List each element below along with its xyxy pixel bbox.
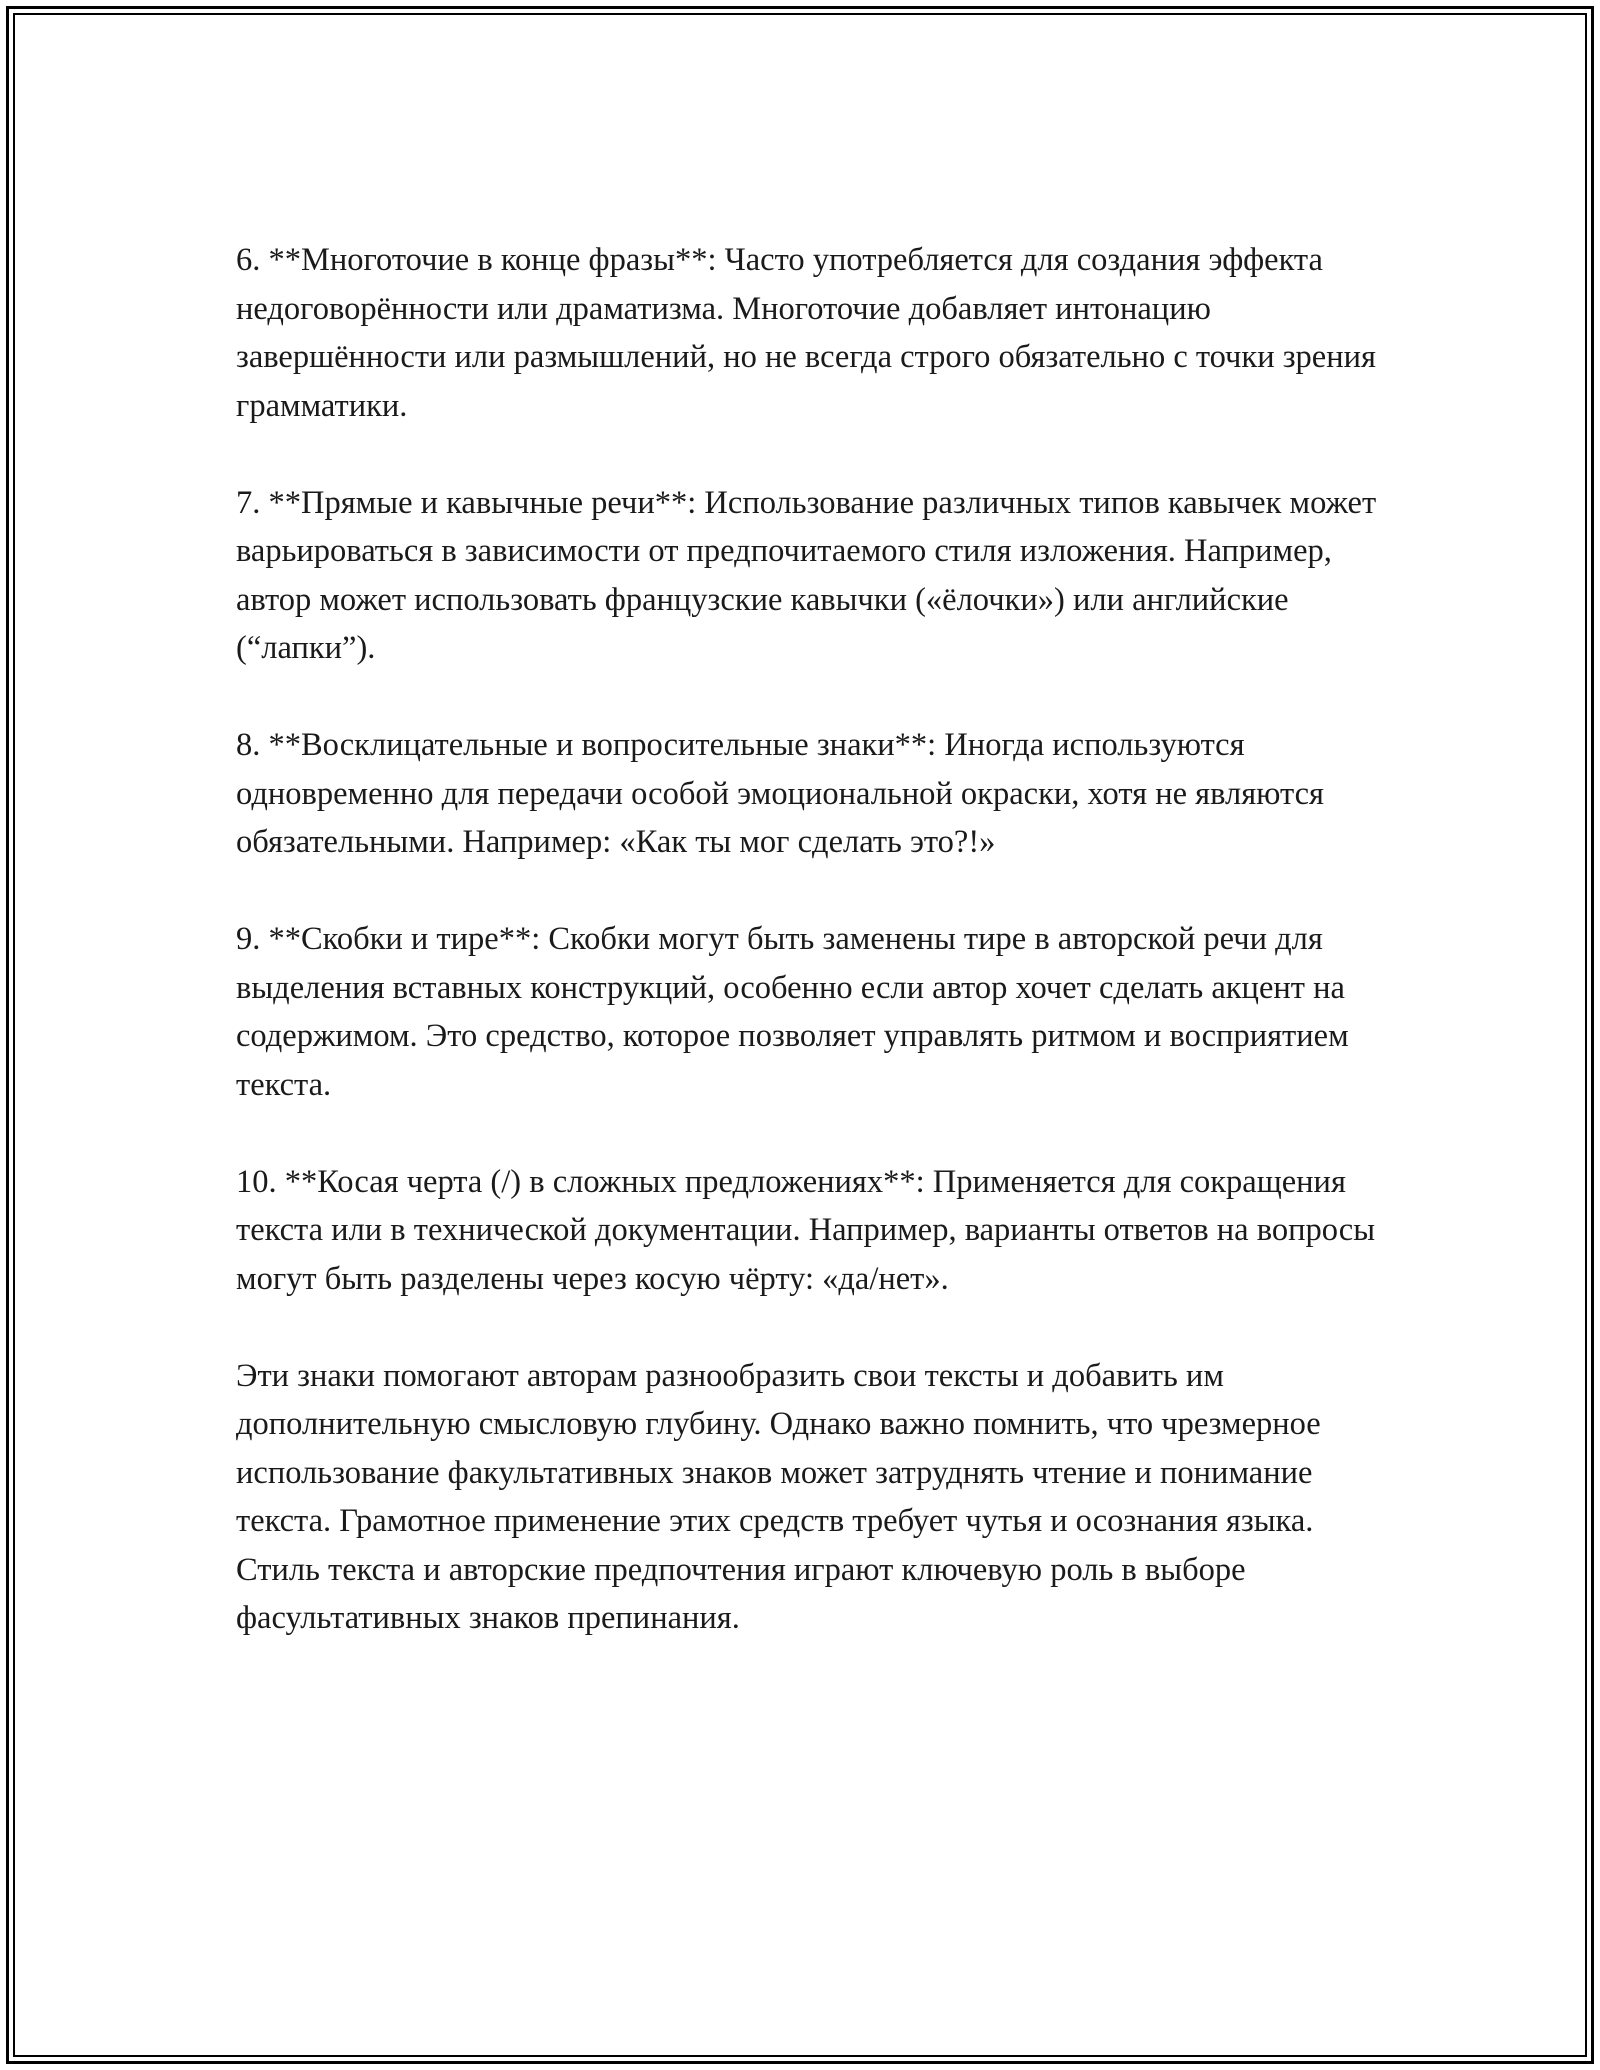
paragraph-item-10: 10. **Косая черта (/) в сложных предложениях**: Применяется для сокращения текста или в технической документации. Например, варианты ответов на вопросы могут быть разделены через косую чёрту: «да/нет».	[236, 1163, 1376, 1297]
paragraph-conclusion: Эти знаки помогают авторам разнообразить свои тексты и добавить им дополнительную смысловую глубину. Однако важно помнить, что чрезмерное использование факультативных знаков может затруднять чтение и понимание текста. Грамотное применение этих средств требует чутья и осознания языка. Стиль текста и авторские предпочтения играют ключевую роль в выборе фасультативных знаков препинания.	[236, 1357, 1321, 1636]
paragraph-item-9: 9. **Скобки и тире**: Скобки могут быть заменены тире в авторской речи для выделения вставных конструкций, особенно если автор хочет сделать акцент на содержимом. Это средство, которое позволяет управлять ритмом и восприятием текста.	[236, 921, 1349, 1103]
paragraph-item-8: 8. **Восклицательные и вопросительные знаки**: Иногда используются одновременно для передачи особой эмоциональной окраски, хотя не являются обязательными. Например: «Как ты мог сделать это?!»	[236, 727, 1324, 860]
document-body	[236, 236, 1396, 1691]
paragraph-item-7: 7. **Прямые и кавычные речи**: Использование различных типов кавычек может варьироваться в зависимости от предпочитаемого стиля изложения. Например, автор может использовать французские кавычки («ёлочки») или английские (“лапки”).	[236, 484, 1377, 666]
paragraph-item-6: 6. **Многоточие в конце фразы**: Часто употребляется для создания эффекта недоговорённости или драматизма. Многоточие добавляет интонацию завершённости или размышлений, но не всегда строго обязательно с точки зрения грамматики.	[236, 242, 1376, 424]
